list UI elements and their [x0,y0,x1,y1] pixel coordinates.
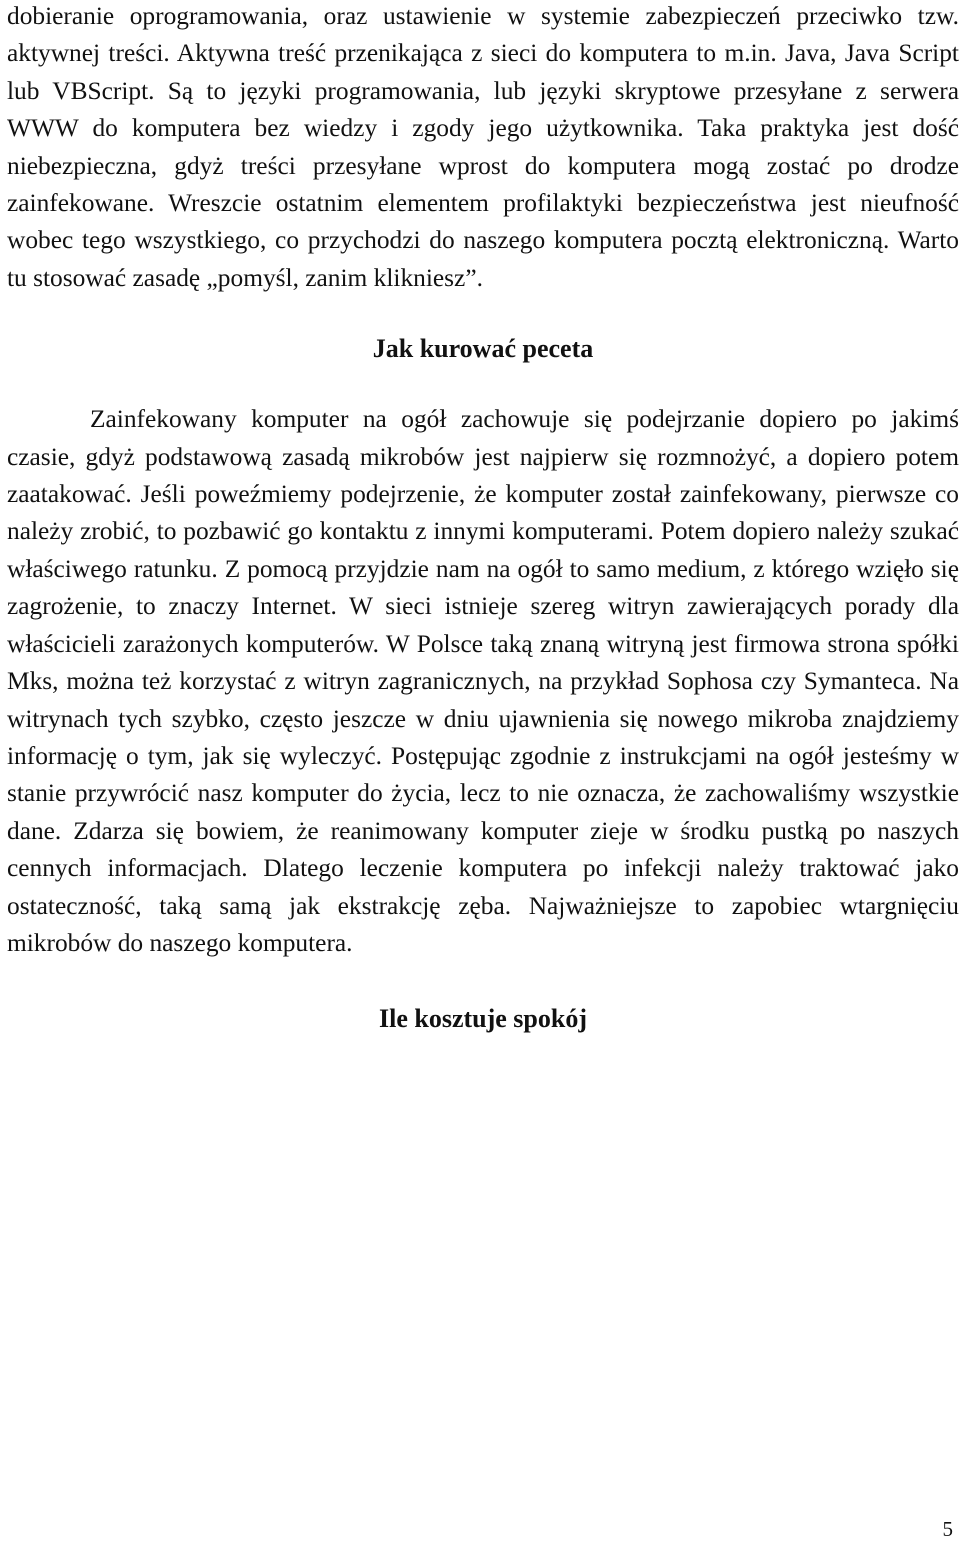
body-paragraph: Zainfekowany komputer na ogół zachowuje się podejrzanie dopiero po jakimś czasie, gdyż podstawową zasadą mikrobów jest najpierw się rozmnożyć, a dopiero potem zaatakować. Jeśli poweźmiemy podejrzenie, że komputer został zainfekowany, pierwsze co należy zrobić, to pozbawić go kontaktu z innymi komputerami. Potem dopiero należy szukać właściwego ratunku. Z pomocą przyjdzie nam na ogół to samo medium, z którego wzięło się zagrożenie, to znaczy Internet. W sieci istnieje szereg witryn zawierających porady dla właścicieli zarażonych komputerów. W Polsce taką znaną witryną jest firmowa strona spółki Mks, można też korzystać z witryn zagranicznych, na przykład Sophosa czy Symanteca. Na witrynach tych szybko, często jeszcze w dniu ujawnienia się nowego mikroba znajdziemy informację o tym, jak się wyleczyć. Postępując zgodnie z instrukcjami na ogół jesteśmy w stanie przywrócić nasz komputer do życia, lecz to nie oznacza, że zachowaliśmy wszystkie dane. Zdarza się bowiem, że reanimowany komputer zieje w środku pustką po naszych cennych informacjach. Dlatego leczenie komputera po infekcji należy traktować jako ostateczność, taką samą jak ekstrakcję zęba. Najważniejsze to zapobiec wtargnięciu mikrobów do naszego komputera. [7,405,959,957]
document-page [7,0,959,1037]
page-number: 5 [942,1517,953,1541]
section-heading: Jak kurować peceta [372,334,594,364]
section-heading: Ile kosztuje spokój [378,1004,587,1034]
body-paragraph: dobieranie oprogramowania, oraz ustawienie w systemie zabezpieczeń przeciwko tzw. aktywnej treści. Aktywna treść przenikająca z sieci do komputera to m.in. Java, Java Script lub VBScript. Są to języki programowania, lub języki skryptowe przesyłane z serwera WWW do komputera bez wiedzy i zgody jego użytkownika. Taka praktyka jest dość niebezpieczna, gdyż treści przesyłane wprost do komputera mogą zostać po drodze zainfekowane. Wreszcie ostatnim elementem profilaktyki bezpieczeństwa jest nieufność wobec tego wszystkiego, co przychodzi do naszego komputera pocztą elektroniczną. Warto tu stosować zasadę „pomyśl, zanim klikniesz”. [7,2,959,292]
